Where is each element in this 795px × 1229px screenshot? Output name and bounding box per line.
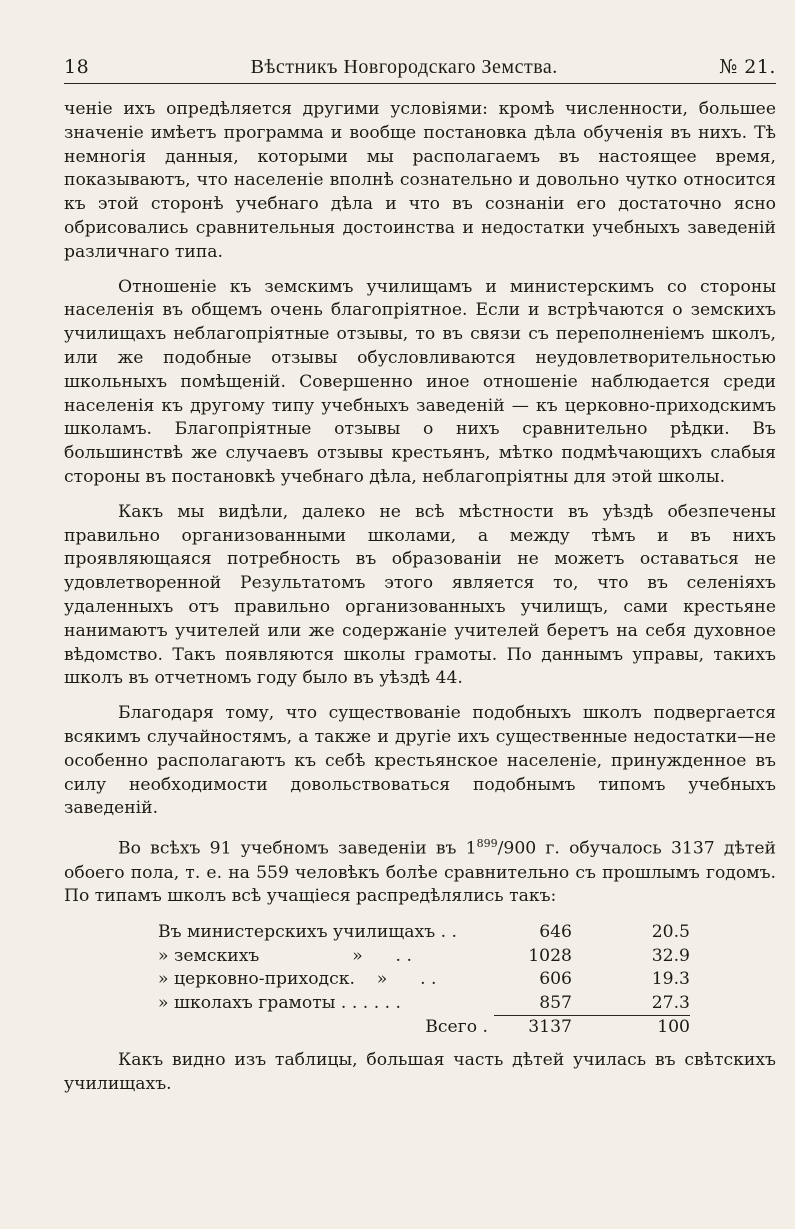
- table-total-row: [158, 1015, 690, 1039]
- total-count: 3137: [494, 1015, 572, 1039]
- table-row: [158, 967, 690, 991]
- paragraph-5-rest: /900 г. обучалось 3137 дѣтей обоего пола, т. е. на 559 человѣкъ болѣе сравнительно съ прошлымъ годомъ. По типамъ школъ всѣ учащіеся распредѣлялись такъ:: [64, 838, 776, 907]
- row-label: Въ министерскихъ училищахъ . .: [158, 922, 458, 943]
- row-count: 857: [539, 992, 572, 1013]
- students-table: [158, 920, 690, 1039]
- page-header: [64, 56, 776, 84]
- article-body: [64, 98, 776, 1097]
- paragraph-5-start: Во всѣхъ 91 учебномъ заведеніи въ 1: [118, 838, 477, 859]
- row-percent: 32.9: [651, 945, 690, 966]
- row-count: 1028: [528, 945, 572, 966]
- year-superscript: 899: [476, 837, 498, 851]
- row-label: » земскихъ » . .: [158, 945, 412, 966]
- paragraph-1: ченіе ихъ опредѣляется другими условіями: кромѣ численности, большее значеніе имѣетъ программа и вообще постановка дѣла обученія въ нихъ. Тѣ немногія данныя, которыми мы располагаемъ въ настоящее время, показываютъ, что населеніе вполнѣ сознательно и довольно чутко относится къ этой сторонѣ учебнаго дѣла и что въ сознаніи его достаточно ясно обрисовались сравнительныя достоинства и недостатки учебныхъ заведеній различнаго типа.: [64, 99, 776, 262]
- table-row: [158, 920, 690, 944]
- total-percent: 100: [572, 1015, 690, 1039]
- table-row: [158, 944, 690, 968]
- row-label: » школахъ грамоты . . . . . .: [158, 993, 402, 1014]
- paragraph-5: [64, 832, 776, 909]
- paragraph-3: Какъ мы видѣли, далеко не всѣ мѣстности въ уѣздѣ обезпечены правильно организованными школами, а между тѣмъ и въ нихъ проявляющаяся потребность въ образованіи не можетъ оставаться не удовлетворенной Результатомъ этого является то, что въ селеніяхъ удаленныхъ отъ правильно организованныхъ училищъ, сами крестьяне нанимаютъ учителей или же содержаніе учителей беретъ на себя духовное вѣдомство. Такъ появляются школы грамоты. По даннымъ управы, такихъ школъ въ отчетномъ году было въ уѣздѣ 44.: [64, 501, 776, 689]
- row-percent: 19.3: [651, 969, 690, 990]
- row-label: » церковно-приходск. » . .: [158, 969, 437, 990]
- paragraph-4: Благодаря тому, что существованіе подобныхъ школъ подвергается всякимъ случайностямъ, а также и другіе ихъ существенные недостатки—не особенно располагаютъ къ себѣ крестьянское населеніе, принужденное въ силу необходимости довольствоваться подобнымъ типомъ учебныхъ заведеній.: [64, 703, 776, 819]
- issue-number: № 21.: [719, 56, 776, 78]
- table-row: [158, 991, 690, 1015]
- closing-paragraph: Какъ видно изъ таблицы, большая часть дѣтей училась въ свѣтскихъ училищахъ.: [64, 1050, 776, 1094]
- row-count: 646: [539, 922, 572, 943]
- row-percent: 20.5: [651, 922, 690, 943]
- page: [64, 56, 776, 1108]
- row-percent: 27.3: [651, 992, 690, 1013]
- paragraph-2: Отношеніе къ земскимъ училищамъ и министерскимъ со стороны населенія въ общемъ очень благопріятное. Если и встрѣчаются о земскихъ училищахъ неблагопріятные отзывы, то въ связи съ переполненіемъ школъ, или же подобные отзывы обусловливаются неудовлетворительностью школьныхъ помѣщеній. Совершенно иное отношеніе наблюдается среди населенія къ другому типу учебныхъ заведеній — къ церковно-приходскимъ школамъ. Благопріятные отзывы о нихъ сравнительно рѣдки. Въ большинствѣ же случаевъ отзывы крестьянъ, мѣтко подмѣчающихъ слабыя стороны въ постановкѣ учебнаго дѣла, неблагопріятны для этой школы.: [64, 276, 776, 487]
- total-label: Всего .: [425, 1017, 488, 1038]
- row-count: 606: [539, 969, 572, 990]
- journal-title: Вѣстникъ Новгородскаго Земства.: [250, 56, 558, 78]
- page-number: 18: [64, 56, 90, 78]
